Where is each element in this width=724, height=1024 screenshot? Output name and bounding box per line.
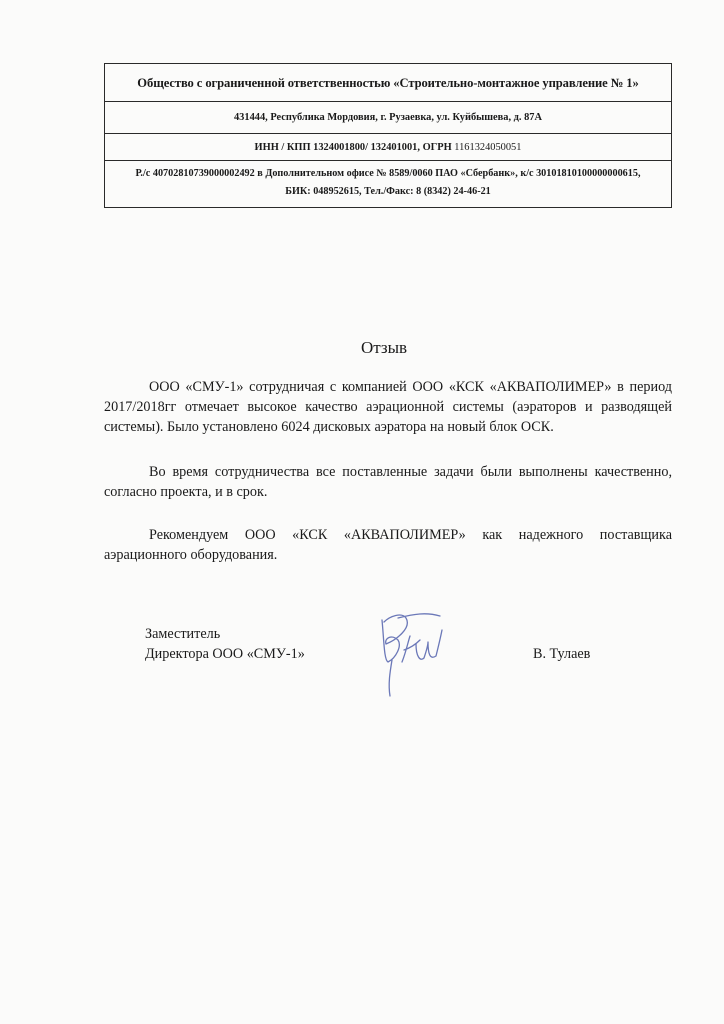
inn-kpp-text: ИНН / КПП 1324001800/ 132401001, ОГРН [254, 142, 452, 153]
signer-position-line-1: Заместитель [145, 626, 221, 642]
bank-line-2: БИК: 048952615, Тел./Факс: 8 (8342) 24-46-21 [285, 186, 491, 197]
handwritten-signature [362, 600, 452, 705]
paragraph-3: Рекомендуем ООО «КСК «АКВАПОЛИМЕР» как надежного поставщика аэрационного оборудования. [104, 527, 672, 563]
company-ids [105, 134, 671, 161]
signer-name: В. Тулаев [533, 646, 591, 662]
ogrn-value: 1161324050051 [454, 142, 522, 153]
company-address: 431444, Республика Мордовия, г. Рузаевка, ул. Куйбышева, д. 87А [105, 102, 671, 134]
bank-line-1: Р./с 40702810739000002492 в Дополнительном офисе № 8589/0060 ПАО «Сбербанк», к/с 30101810100000000615, [135, 168, 641, 179]
company-name: Общество с ограниченной ответственностью «Строительно-монтажное управление № 1» [105, 64, 671, 102]
paragraph-2: Во время сотрудничества все поставленные задачи были выполнены качественно, согласно проекта, и в срок. [104, 464, 672, 500]
letterhead [104, 63, 672, 208]
document-title: Отзыв [360, 338, 408, 357]
bank-details [105, 161, 671, 207]
paragraph-1: ООО «СМУ-1» сотрудничая с компанией ООО «КСК «АКВАПОЛИМЕР» в период 2017/2018гг отмечает высокое качество аэрационной системы (аэраторов и разводящей системы). Было установлено 6024 дисковых аэратора на новый блок ОСК. [104, 379, 672, 435]
signer-position-line-2: Директора ООО «СМУ-1» [145, 646, 305, 662]
signer-position [145, 624, 305, 664]
